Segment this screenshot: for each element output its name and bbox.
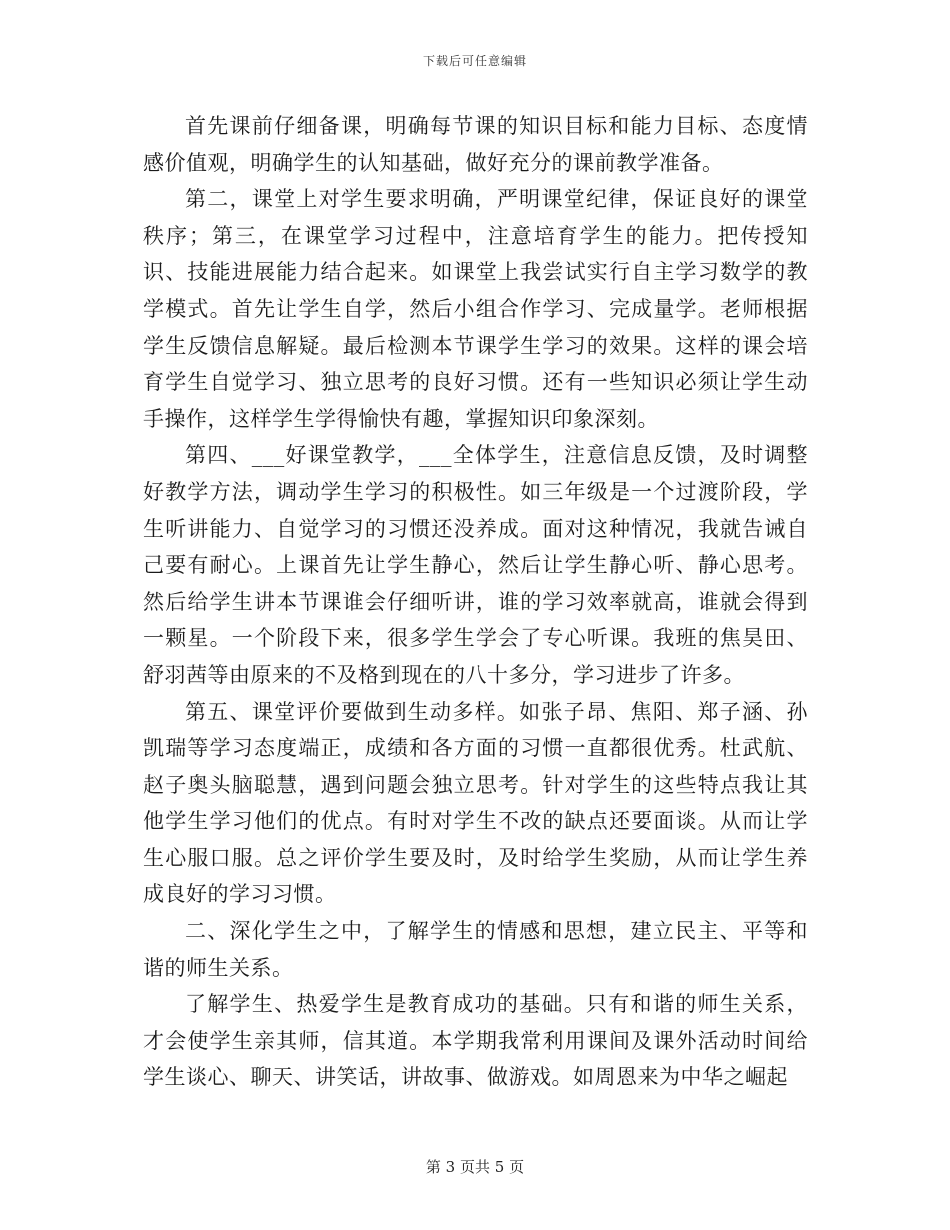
paragraph-2: 第二，课堂上对学生要求明确，严明课堂纪律，保证良好的课堂秩序；第三，在课堂学习过程中，注意培育学生的能力。把传授知识、技能进展能力结合起来。如课堂上我尝试实行自主学习数学的教学模式。首先让学生自学，然后小组合作学习、完成量学。老师根据学生反馈信息解疑。最后检测本节课学生学习的效果。这样的课会培育学生自觉学习、独立思考的良好习惯。还有一些知识必须让学生动手操作，这样学生学得愉快有趣，掌握知识印象深刻。	[143, 187, 808, 431]
document-body	[143, 108, 808, 1096]
paragraph-3: 第四、___好课堂教学，___全体学生，注意信息反馈，及时调整好教学方法，调动学生学习的积极性。如三年级是一个过渡阶段，学生听讲能力、自觉学习的习惯还没养成。面对这种情况，我就告诫自己要有耐心。上课首先让学生静心，然后让学生静心听、静心思考。然后给学生讲本节课谁会仔细听讲，谁的学习效率就高，谁就会得到一颗星。一个阶段下来，很多学生学会了专心听课。我班的焦昊田、舒羽茜等由原来的不及格到现在的八十多分，学习进步了许多。	[143, 443, 808, 687]
paragraph-1: 首先课前仔细备课，明确每节课的知识目标和能力目标、态度情感价值观，明确学生的认知基础，做好充分的课前教学准备。	[143, 114, 808, 175]
paragraph-4: 第五、课堂评价要做到生动多样。如张子昂、焦阳、郑子涵、孙凯瑞等学习态度端正，成绩和各方面的习惯一直都很优秀。杜武航、赵子奥头脑聪慧，遇到问题会独立思考。针对学生的这些特点我让其他学生学习他们的优点。有时对学生不改的缺点还要面谈。从而让学生心服口服。总之评价学生要及时，及时给学生奖励，从而让学生养成良好的学习习惯。	[143, 699, 808, 907]
paragraph-6: 了解学生、热爱学生是教育成功的基础。只有和谐的师生关系，才会使学生亲其师，信其道。本学期我常利用课间及课外活动时间给学生谈心、聊天、讲笑话，讲故事、做游戏。如周恩来为中华之崛起	[143, 992, 808, 1090]
paragraph-5: 二、深化学生之中，了解学生的情感和思想，建立民主、平等和谐的师生关系。	[143, 919, 808, 980]
page-header: 下载后可任意编辑	[422, 54, 527, 68]
page-footer: 第 3 页共 5 页	[425, 1158, 525, 1176]
